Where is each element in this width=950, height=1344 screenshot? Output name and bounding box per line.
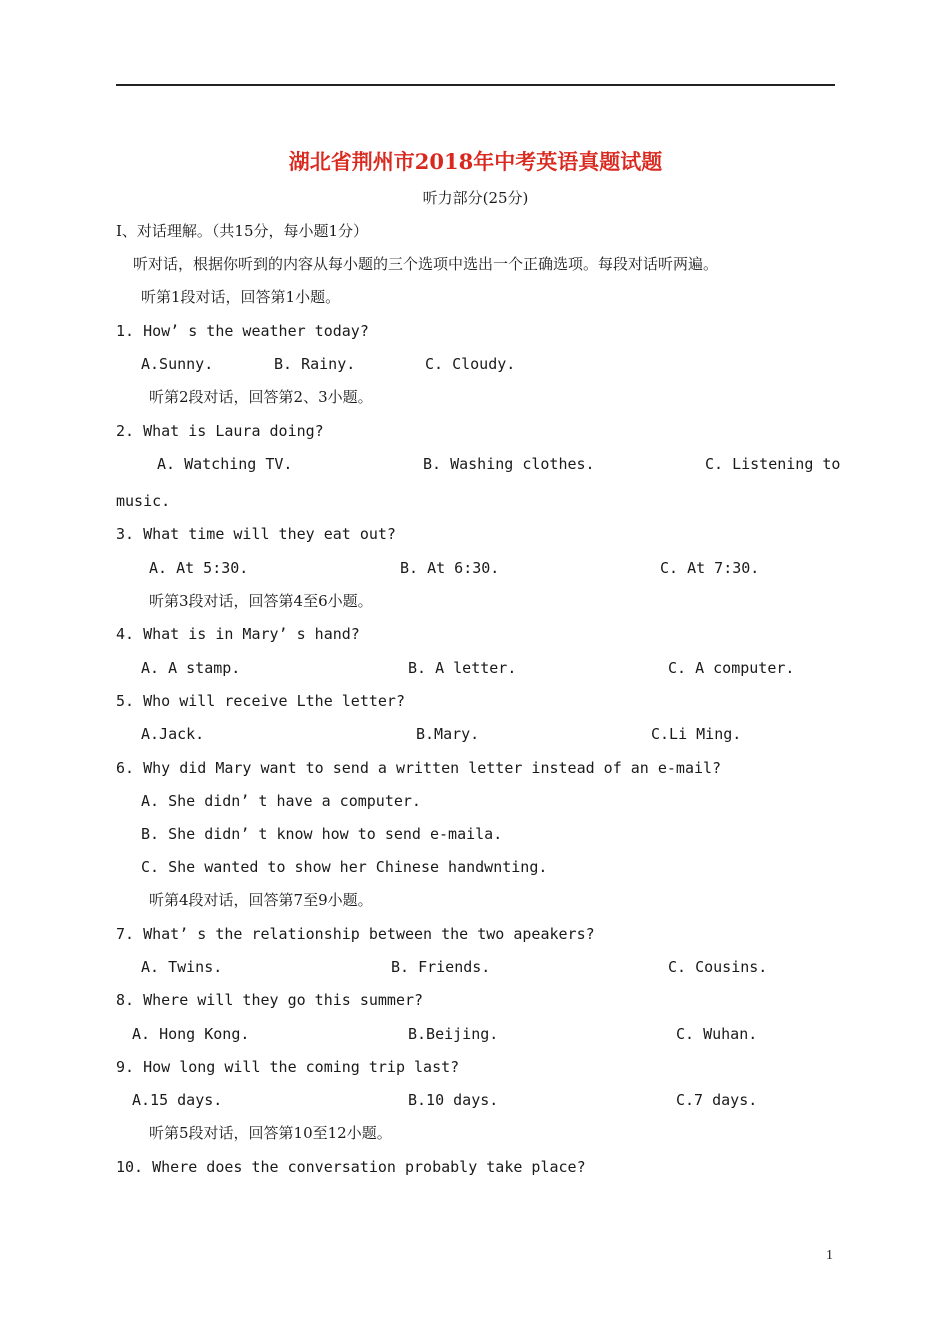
- option-5a: A.Jack.: [141, 725, 205, 743]
- question-10: 10. Where does the conversation probably take place?: [116, 1158, 586, 1176]
- option-2b: B. Washing clothes.: [423, 455, 595, 473]
- option-3a: A. At 5:30.: [149, 559, 249, 577]
- option-6c: C. She wanted to show her Chinese handwnting.: [141, 858, 548, 876]
- option-6a: A. She didn’ t have a computer.: [141, 792, 421, 810]
- option-8b: B.Beijing.: [408, 1025, 499, 1043]
- option-6b: B. She didn’ t know how to send e-maila.: [141, 825, 503, 843]
- option-9a: A.15 days.: [132, 1091, 223, 1109]
- option-2c-cont: music.: [116, 492, 171, 510]
- option-2a: A. Watching TV.: [157, 455, 293, 473]
- segment-note-2: 听第2段对话，回答第2、3小题。: [149, 388, 373, 406]
- page-subtitle: 听力部分(25分): [422, 189, 529, 207]
- option-8c: C. Wuhan.: [676, 1025, 758, 1043]
- instruction-text: 听对话，根据你听到的内容从每小题的三个选项中选出一个正确选项。每段对话听两遍。: [133, 255, 719, 273]
- option-3b: B. At 6:30.: [400, 559, 500, 577]
- segment-note-4: 听第4段对话，回答第7至9小题。: [149, 891, 373, 909]
- option-1b: B. Rainy.: [274, 355, 356, 373]
- segment-note-5: 听第5段对话，回答第10至12小题。: [149, 1124, 392, 1142]
- option-5b: B.Mary.: [416, 725, 480, 743]
- header-rule: [116, 84, 835, 86]
- page-title: 湖北省荆州市2018年中考英语真题试题: [288, 149, 663, 174]
- question-8: 8. Where will they go this summer?: [116, 991, 424, 1009]
- question-7: 7. What’ s the relationship between the two apeakers?: [116, 925, 595, 943]
- option-9b: B.10 days.: [408, 1091, 499, 1109]
- option-5c: C.Li Ming.: [651, 725, 742, 743]
- option-1c: C. Cloudy.: [425, 355, 516, 373]
- option-9c: C.7 days.: [676, 1091, 758, 1109]
- option-7c: C. Cousins.: [668, 958, 768, 976]
- option-8a: A. Hong Kong.: [132, 1025, 250, 1043]
- option-3c: C. At 7:30.: [660, 559, 760, 577]
- option-7a: A. Twins.: [141, 958, 223, 976]
- question-2: 2. What is Laura doing?: [116, 422, 324, 440]
- question-4: 4. What is in Mary’ s hand?: [116, 625, 360, 643]
- option-4c: C. A computer.: [668, 659, 795, 677]
- option-4a: A. A stamp.: [141, 659, 241, 677]
- question-5: 5. Who will receive Lthe letter?: [116, 692, 405, 710]
- option-2c: C. Listening to: [705, 455, 841, 473]
- option-4b: B. A letter.: [408, 659, 517, 677]
- question-3: 3. What time will they eat out?: [116, 525, 396, 543]
- question-1: 1. How’ s the weather today?: [116, 322, 369, 340]
- option-1a: A.Sunny.: [141, 355, 214, 373]
- question-9: 9. How long will the coming trip last?: [116, 1058, 460, 1076]
- segment-note-1: 听第1段对话，回答第1小题。: [141, 288, 341, 306]
- section-heading: I、对话理解。（共15分，每小题1分）: [116, 222, 369, 240]
- question-6: 6. Why did Mary want to send a written letter instead of an e-mail?: [116, 759, 722, 777]
- segment-note-3: 听第3段对话，回答第4至6小题。: [149, 592, 373, 610]
- option-7b: B. Friends.: [391, 958, 491, 976]
- page-number: 1: [826, 1248, 833, 1263]
